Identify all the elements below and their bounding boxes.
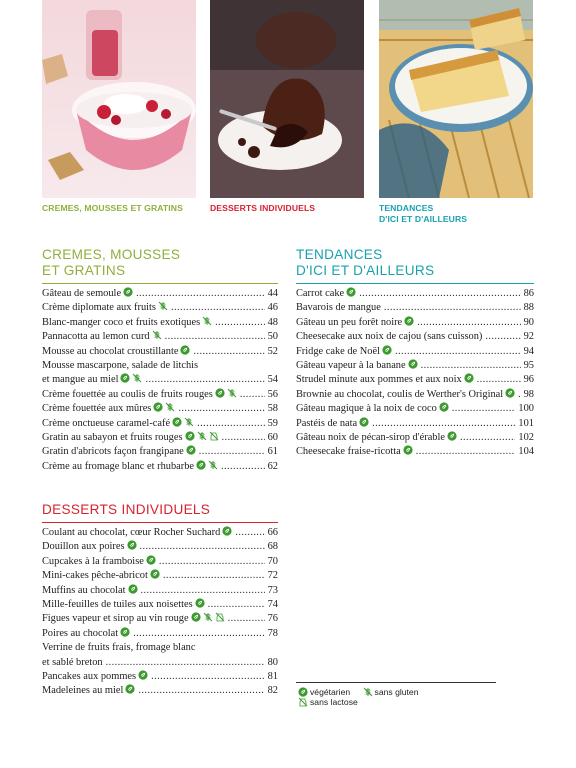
entry-title	[42, 373, 142, 387]
toc-entry[interactable]	[296, 359, 534, 373]
entry-title-text: Bavarois de mangue	[296, 302, 381, 314]
entry-title-text: Coulant au chocolat, cœur Rocher Suchard	[42, 527, 221, 538]
toc-entry[interactable]	[296, 345, 534, 359]
entry-title-text: Strudel minute aux pommes et aux noix	[296, 374, 462, 386]
page-number: 70	[267, 555, 278, 567]
leaf-icon	[357, 418, 369, 429]
page-number: 73	[267, 584, 278, 596]
page-number: 81	[267, 671, 278, 683]
entry-title-text: Crème fouettée aux mûres	[42, 403, 152, 415]
leaf-icon	[183, 432, 195, 443]
toc-entry[interactable]	[42, 684, 278, 698]
crossed-wheat-icon	[225, 389, 237, 400]
entry-title	[42, 402, 175, 416]
leaf-icon	[445, 432, 457, 443]
leader-dots	[151, 670, 265, 684]
entry-title-line1: Verrine de fruits frais, fromage blanc	[42, 642, 196, 654]
entry-title-text: Gâteau un peu forêt noire	[296, 316, 403, 328]
entry-title	[296, 316, 414, 330]
legend-veg	[296, 687, 350, 697]
entry-title-text: Pannacotta au lemon curd	[42, 331, 150, 343]
section-tendances	[296, 247, 534, 460]
entry-title-text: Crème au fromage blanc et rhubarbe	[42, 460, 195, 472]
legend-lf	[296, 697, 358, 707]
entry-title-text: Madeleines au miel	[42, 685, 124, 697]
leader-dots	[178, 402, 264, 416]
leader-dots	[163, 569, 265, 583]
entry-title	[296, 301, 381, 315]
page-number: 54	[267, 374, 278, 386]
leader-dots	[140, 540, 265, 554]
leader-dots	[417, 316, 520, 330]
entry-title-text: et mangue au miel	[42, 374, 119, 386]
crossed-wheat-icon	[195, 432, 207, 443]
toc-entry[interactable]	[42, 373, 278, 387]
entry-title	[296, 402, 449, 416]
leader-dots	[395, 345, 521, 359]
leader-dots	[235, 526, 264, 540]
page-number: 50	[267, 331, 278, 343]
leaf-icon	[344, 288, 356, 299]
entry-title-text: Figues vapeur et sirop au vin rouge	[42, 613, 189, 625]
leader-dots	[416, 445, 516, 459]
entry-title-text: Cheesecake fraise-ricotta	[296, 446, 401, 458]
entry-title	[296, 287, 356, 301]
page-number: 94	[523, 345, 534, 357]
legend-gf-label: sans gluten	[374, 687, 419, 697]
entry-title-text: Gâteau vapeur à la banane	[296, 360, 406, 372]
entry-title	[42, 612, 225, 626]
section-title-line1: DESSERTS INDIVIDUELS	[42, 502, 211, 517]
entry-title	[296, 445, 413, 459]
section-rule	[296, 283, 534, 284]
legend-gf	[361, 687, 419, 697]
photo-caption-desserts: DESSERTS INDIVIDUELS	[210, 203, 316, 213]
page-number: 60	[267, 432, 278, 444]
leaf-icon	[380, 346, 392, 357]
leader-dots	[199, 445, 265, 459]
leaf-icon	[402, 317, 414, 328]
entry-title-text: Gratin d'abricots façon frangipane	[42, 446, 184, 458]
toc-entry[interactable]	[296, 330, 534, 344]
toc-entry[interactable]	[42, 584, 278, 598]
leader-dots	[141, 584, 265, 598]
toc-entry[interactable]	[42, 656, 278, 670]
toc-entry[interactable]	[296, 417, 534, 431]
toc-entry[interactable]	[42, 612, 278, 626]
entry-title	[296, 373, 474, 387]
crossed-wheat-icon	[206, 461, 218, 472]
page-number: 100	[518, 403, 534, 415]
entry-title-line1: Mousse mascarpone, salade de litchis	[42, 360, 199, 372]
page-number: 56	[267, 388, 278, 400]
leaf-icon	[144, 556, 156, 567]
entry-title	[296, 417, 369, 431]
leader-dots	[221, 460, 265, 474]
legend-veg-label: végétarien	[310, 687, 351, 697]
leader-dots	[372, 417, 515, 431]
entry-title	[42, 555, 156, 569]
entry-title	[42, 330, 162, 344]
crossed-wheat-icon	[150, 331, 162, 342]
leader-dots	[485, 330, 520, 344]
toc-entry[interactable]	[42, 670, 278, 684]
entry-title	[42, 316, 212, 330]
entry-title	[42, 460, 218, 474]
leaf-icon	[148, 570, 160, 581]
toc-entry[interactable]	[42, 316, 278, 330]
section-cremes	[42, 247, 278, 474]
legend-rule	[296, 682, 496, 683]
leader-dots	[240, 388, 265, 402]
leader-dots	[222, 431, 265, 445]
entry-title	[42, 526, 232, 540]
toc-entry[interactable]	[42, 388, 278, 402]
leaf-icon	[184, 446, 196, 457]
crossed-wheat-icon	[361, 687, 375, 697]
page-number: 48	[267, 316, 278, 328]
photo-desserts	[210, 0, 364, 198]
entry-title-text: Gâteau magique à la noix de coco	[296, 403, 437, 415]
entry-title-text: Crème diplomate aux fruits	[42, 302, 156, 314]
toc-entry[interactable]	[42, 569, 278, 583]
leaf-icon	[503, 389, 515, 400]
leader-dots	[193, 345, 264, 359]
page-number: 59	[267, 417, 278, 429]
page-number: 102	[518, 432, 534, 444]
toc-entry[interactable]	[42, 431, 278, 445]
crossed-wheat-icon	[201, 613, 213, 624]
page-number: 95	[523, 360, 534, 372]
leaf-icon	[136, 671, 148, 682]
entry-title	[42, 431, 219, 445]
section-title-line1: TENDANCES	[296, 247, 383, 262]
leaf-icon	[118, 374, 130, 385]
toc-entry[interactable]	[296, 431, 534, 445]
page-number: 98	[523, 388, 534, 400]
toc-entry[interactable]	[42, 627, 278, 641]
entry-title	[42, 445, 196, 459]
entry-title-text: Pancakes aux pommes	[42, 671, 137, 683]
toc-entry[interactable]	[42, 287, 278, 301]
toc-entry[interactable]	[42, 540, 278, 554]
toc-entry[interactable]	[42, 345, 278, 359]
entry-title	[42, 598, 205, 612]
entry-title-text: Douillon aux poires	[42, 541, 125, 553]
legend-lf-label: sans lactose	[310, 697, 358, 707]
leader-dots	[165, 330, 265, 344]
leaf-icon	[401, 446, 413, 457]
leader-dots	[477, 373, 521, 387]
leader-dots	[106, 656, 265, 670]
entry-title-text: Crème fouettée au coulis de fruits rouges	[42, 388, 213, 400]
leaf-icon	[194, 461, 206, 472]
toc-entry[interactable]	[42, 555, 278, 569]
legend	[296, 682, 496, 707]
page-number: 44	[267, 288, 278, 299]
page-number: 78	[267, 627, 278, 639]
entry-title-text: Muffins au chocolat	[42, 584, 126, 596]
entry-title	[42, 287, 133, 301]
photo-caption-tendances-line1: TENDANCES	[379, 203, 434, 213]
toc-entry[interactable]	[296, 287, 534, 301]
toc-entry[interactable]	[42, 460, 278, 474]
toc-entry[interactable]	[42, 598, 278, 612]
page-number: 104	[518, 446, 534, 458]
photo-caption-tendances	[379, 203, 467, 225]
entry-title-text: Gratin au sabayon et fruits rouges	[42, 432, 183, 444]
leaf-icon	[170, 418, 182, 429]
entry-title-text: Blanc-manger coco et fruits exotiques	[42, 316, 201, 328]
leaf-icon	[296, 687, 310, 697]
entry-title	[42, 540, 137, 554]
leaf-icon	[189, 613, 201, 624]
toc-entry[interactable]	[296, 316, 534, 330]
leaf-icon	[126, 585, 138, 596]
entry-title	[296, 388, 515, 402]
toc-entry[interactable]	[296, 373, 534, 387]
entry-list	[42, 287, 278, 474]
photo-caption-cremes: CREMES, MOUSSES ET GRATINS	[42, 203, 183, 213]
leaf-icon	[178, 346, 190, 357]
entry-title-text: Gâteau de semoule	[42, 288, 122, 299]
leaf-icon	[118, 628, 130, 639]
leader-dots	[421, 359, 521, 373]
leader-dots	[159, 555, 265, 569]
page-number: 52	[267, 345, 278, 357]
section-title	[42, 502, 278, 518]
leaf-icon	[151, 403, 163, 414]
entry-title	[42, 569, 160, 583]
section-rule	[42, 522, 278, 523]
entry-title	[42, 301, 168, 315]
page-number: 88	[523, 302, 534, 314]
entry-title	[42, 584, 138, 598]
page-number: 58	[267, 403, 278, 415]
crossed-wheat-icon	[200, 317, 212, 328]
photo-tendances	[379, 0, 533, 198]
leaf-icon	[123, 685, 135, 696]
leaf-icon	[213, 389, 225, 400]
crossed-milk-icon	[213, 613, 225, 624]
entry-title-text: Poires au chocolat	[42, 627, 119, 639]
toc-entry[interactable]	[42, 417, 278, 431]
leader-dots	[197, 417, 265, 431]
toc-entry[interactable]	[42, 445, 278, 459]
page-number: 72	[267, 570, 278, 582]
toc-entry[interactable]	[296, 388, 534, 402]
entry-title	[42, 388, 237, 402]
page-number: 82	[267, 685, 278, 697]
crossed-wheat-icon	[182, 418, 194, 429]
entry-title-text: Mini-cakes pêche-abricot	[42, 570, 148, 582]
leader-dots	[133, 627, 264, 641]
crossed-wheat-icon	[156, 302, 168, 313]
entry-title	[42, 656, 103, 670]
leaf-icon	[125, 541, 137, 552]
section-title	[296, 247, 534, 279]
leaf-icon	[406, 360, 418, 371]
leader-dots	[452, 402, 516, 416]
page-number: 101	[518, 417, 534, 429]
section-title-line1: CREMES, MOUSSES	[42, 247, 181, 262]
entry-title-text: et sablé breton	[42, 656, 103, 668]
toc-entry[interactable]	[296, 445, 534, 459]
entry-title-text: Carrot cake	[296, 288, 345, 299]
page-number: 62	[267, 460, 278, 472]
page-number: 90	[523, 316, 534, 328]
leader-dots	[460, 431, 515, 445]
toc-entry[interactable]	[42, 330, 278, 344]
leaf-icon	[220, 527, 232, 538]
crossed-milk-icon	[207, 432, 219, 443]
entry-title-text: Brownie au chocolat, coulis de Werther's Original	[296, 388, 504, 400]
entry-title	[42, 417, 194, 431]
toc-entry[interactable]	[42, 526, 278, 540]
section-rule	[42, 283, 278, 284]
leaf-icon	[121, 288, 133, 299]
section-title-line2: D'ICI ET D'AILLEURS	[296, 263, 435, 278]
section-title	[42, 247, 278, 279]
toc-entry[interactable]	[42, 402, 278, 416]
page-number: 92	[523, 331, 534, 343]
page-number: 76	[267, 613, 278, 625]
entry-title	[42, 684, 135, 698]
leaf-icon	[437, 403, 449, 414]
section-title-line2: ET GRATINS	[42, 263, 126, 278]
entry-title-text: Fridge cake de Noël	[296, 345, 380, 357]
leader-dots	[228, 612, 265, 626]
leader-dots	[359, 287, 520, 301]
entry-title	[296, 330, 482, 344]
toc-entry[interactable]	[296, 402, 534, 416]
photo-caption-tendances-line2: D'ICI ET D'AILLEURS	[379, 214, 468, 224]
crossed-wheat-icon	[130, 374, 142, 385]
page-number: 61	[267, 446, 278, 458]
entry-title-text: Pastéis de nata	[296, 417, 358, 429]
page-number: 74	[267, 599, 278, 611]
entry-title-text: Mousse au chocolat croustillante	[42, 345, 179, 357]
leaf-icon	[462, 374, 474, 385]
toc-entry[interactable]	[42, 301, 278, 315]
entry-list	[42, 526, 278, 699]
toc-entry[interactable]	[296, 301, 534, 315]
section-desserts	[42, 502, 278, 699]
entry-list	[296, 287, 534, 460]
page-number: 68	[267, 541, 278, 553]
leader-dots	[215, 316, 264, 330]
page-number: 96	[523, 374, 534, 386]
crossed-wheat-icon	[163, 403, 175, 414]
leaf-icon	[193, 599, 205, 610]
page-number: 66	[267, 527, 278, 538]
entry-title-text: Crème onctueuse caramel-café	[42, 417, 171, 429]
leader-dots	[208, 598, 265, 612]
entry-title-text: Mille-feuilles de tuiles aux noisettes	[42, 599, 193, 611]
entry-title	[42, 670, 148, 684]
page-number: 86	[523, 288, 534, 299]
leader-dots	[138, 684, 264, 698]
leader-dots	[145, 373, 264, 387]
photo-cremes	[42, 0, 196, 198]
entry-title-text: Gâteau noix de pécan-sirop d'érable	[296, 432, 446, 444]
leader-dots	[171, 301, 265, 315]
entry-title	[296, 431, 457, 445]
entry-title	[296, 359, 418, 373]
leader-dots	[384, 301, 521, 315]
crossed-milk-icon	[296, 697, 310, 707]
entry-title	[42, 627, 130, 641]
page-number: 80	[267, 656, 278, 668]
entry-title-text: Cupcakes à la framboise	[42, 555, 144, 567]
page-number: 46	[267, 302, 278, 314]
entry-title	[42, 345, 190, 359]
leader-dots	[136, 287, 265, 301]
entry-title	[296, 345, 392, 359]
entry-title-text: Cheesecake aux noix de cajou (sans cuisson)	[296, 331, 483, 343]
leader-dots	[518, 388, 520, 402]
